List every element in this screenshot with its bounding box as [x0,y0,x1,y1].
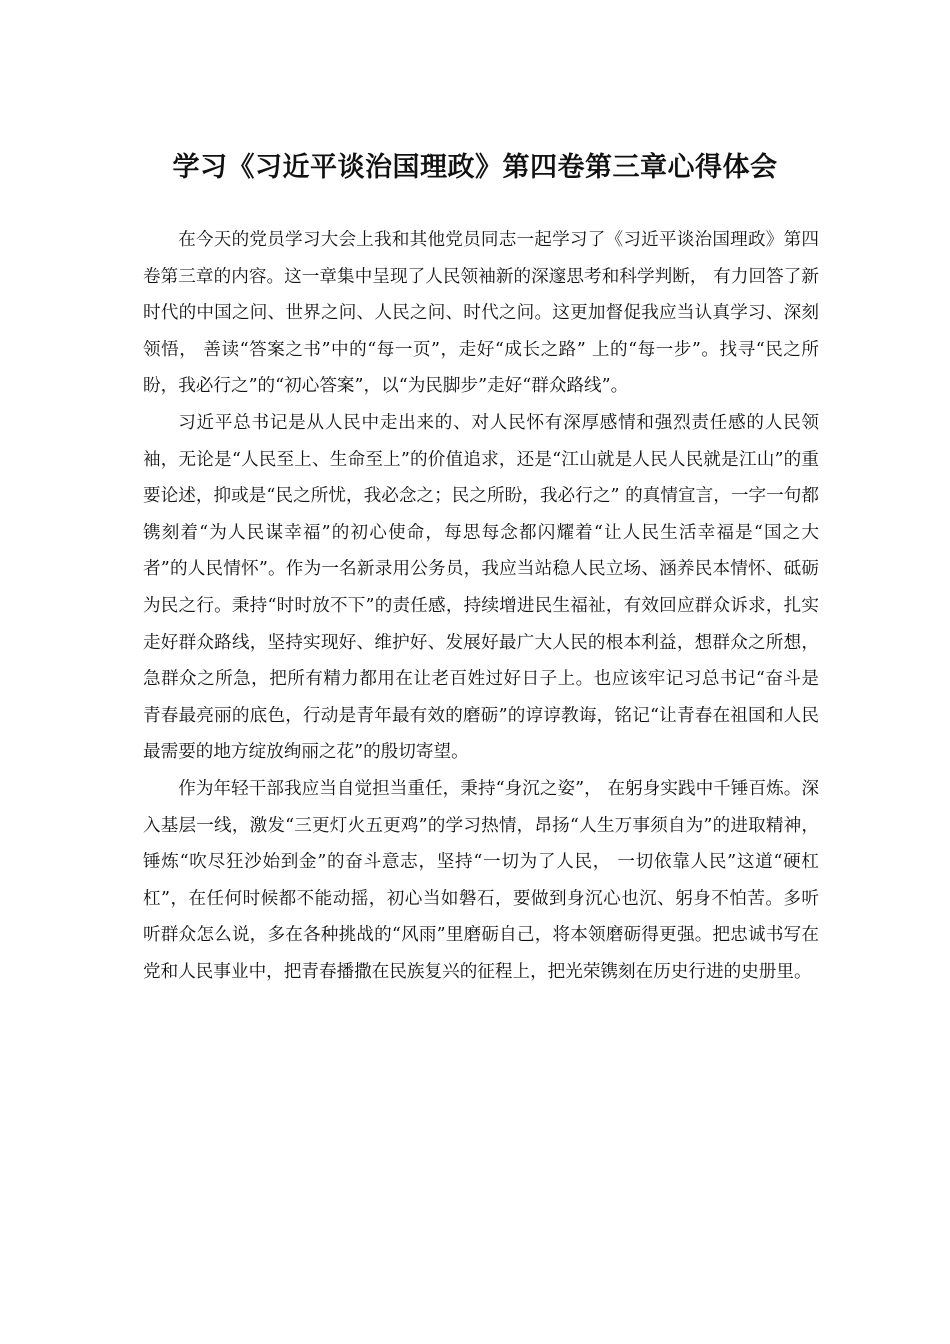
paragraph-2: 习近平总书记是从人民中走出来的、对人民怀有深厚感情和强烈责任感的人民领袖，无论是“人民至上、生命至上”的价值追求，还是“江山就是人民人民就是江山”的重要论述，抑或是“民之所忧，我必念之；民之所盼，我必行之” 的真情宣言，一字一句都镌刻着“为人民谋幸福”的初心使命，每思每念都闪耀着“让人民生活幸福是“国之大者”的人民情怀”。作为一名新录用公务员，我应当站稳人民立场、涵养民本情怀、砥砺为民之行。秉持“时时放不下”的责任感，持续增进民生福祉，有效回应群众诉求，扎实走好群众路线，坚持实现好、维护好、发展好最广大人民的根本利益，想群众之所想，急群众之所急，把所有精力都用在让老百姓过好日子上。也应该牢记习总书记“奋斗是青春最亮丽的底色，行动是青年最有效的磨砺”的谆谆教诲，铭记“让青春在祖国和人民最需要的地方绽放绚丽之花”的殷切寄望。 [143,412,819,763]
document-body [143,222,819,990]
paragraph-3: 作为年轻干部我应当自觉担当重任，秉持“身沉之姿”， 在躬身实践中千锤百炼。深入基层一线，激发“三更灯火五更鸡”的学习热情，昂扬“人生万事须自为”的进取精神，锤炼“吹尽狂沙始到金”的奋斗意志，坚持“一切为了人民， 一切依靠人民”这道“硬杠杠”，在任何时候都不能动摇，初心当如磐石，要做到身沉心也沉、躬身不怕苦。多听听群众怎么说，多在各种挑战的“风雨”里磨砺自己，将本领磨砺得更强。把忠诚书写在党和人民事业中，把青春播撒在民族复兴的征程上，把光荣镌刻在历史行进的史册里。 [143,778,819,982]
paragraph-1: 在今天的党员学习大会上我和其他党员同志一起学习了《习近平谈治国理政》第四卷第三章的内容。这一章集中呈现了人民领袖新的深邃思考和科学判断， 有力回答了新时代的中国之问、世界之问、人民之问、时代之问。这更加督促我应当认真学习、深刻领悟， 善读“答案之书”中的“每一页”，走好“成长之路” 上的“每一步”。找寻“民之所盼，我必行之”的“初心答案”，以“为民脚步”走好“群众路线”。 [143,230,819,397]
document-title: 学习《习近平谈治国理政》第四卷第三章心得体会 [172,152,778,183]
